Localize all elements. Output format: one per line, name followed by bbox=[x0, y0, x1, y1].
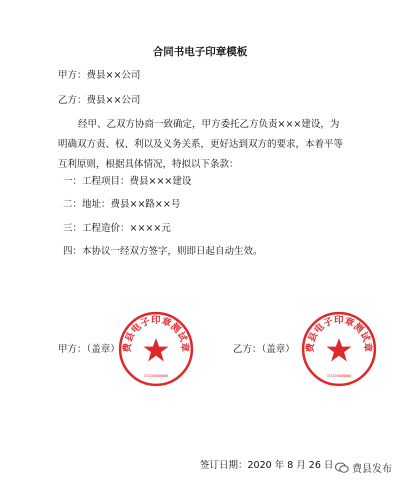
watermark-text: 费县发布 bbox=[352, 464, 392, 475]
wechat-bubble-icon bbox=[335, 462, 349, 474]
seal-a-code: 3713250000000 bbox=[143, 374, 169, 379]
party-a: 甲方：费县××公司 bbox=[58, 70, 141, 81]
signature-party-a: 甲方：（盖章） bbox=[58, 344, 120, 355]
clause-2: 二：地址：费县××路××号 bbox=[63, 199, 181, 210]
seal-b-code: 3713250000000 bbox=[326, 374, 352, 379]
document-title: 合同书电子印章模板 bbox=[152, 46, 248, 58]
seal-party-b bbox=[300, 310, 378, 388]
clause-4: 四：本协议一经双方签字，则即日起自动生效。 bbox=[63, 246, 263, 257]
seal-b-star-icon bbox=[327, 338, 352, 361]
clause-3: 三：工程造价：××××元 bbox=[63, 223, 171, 234]
seal-a-star-icon bbox=[144, 338, 169, 361]
seal-a-text: 费县电子印章测试章 bbox=[122, 315, 190, 353]
seal-b-text: 费县电子印章测试章 bbox=[305, 315, 373, 353]
contract-body: 经甲、乙双方协商一致确定，甲方委托乙方负责×××建设，为明确双方责、权、利以及义务关系，更好达到双方的要求，本着平等互利原则，根据具体情况，特拟以下条款： bbox=[58, 119, 344, 170]
seal-party-a bbox=[117, 310, 195, 388]
party-b: 乙方：费县××公司 bbox=[58, 95, 141, 106]
seal-b-graphic bbox=[300, 310, 378, 388]
watermark bbox=[335, 460, 392, 475]
signature-party-b: 乙方：（盖章） bbox=[233, 344, 295, 355]
seal-a-graphic bbox=[117, 310, 195, 388]
sign-date: 签订日期：2020 年 8 月 26 日 bbox=[200, 460, 334, 471]
clause-1: 一：工程项目：费县×××建设 bbox=[63, 176, 192, 187]
